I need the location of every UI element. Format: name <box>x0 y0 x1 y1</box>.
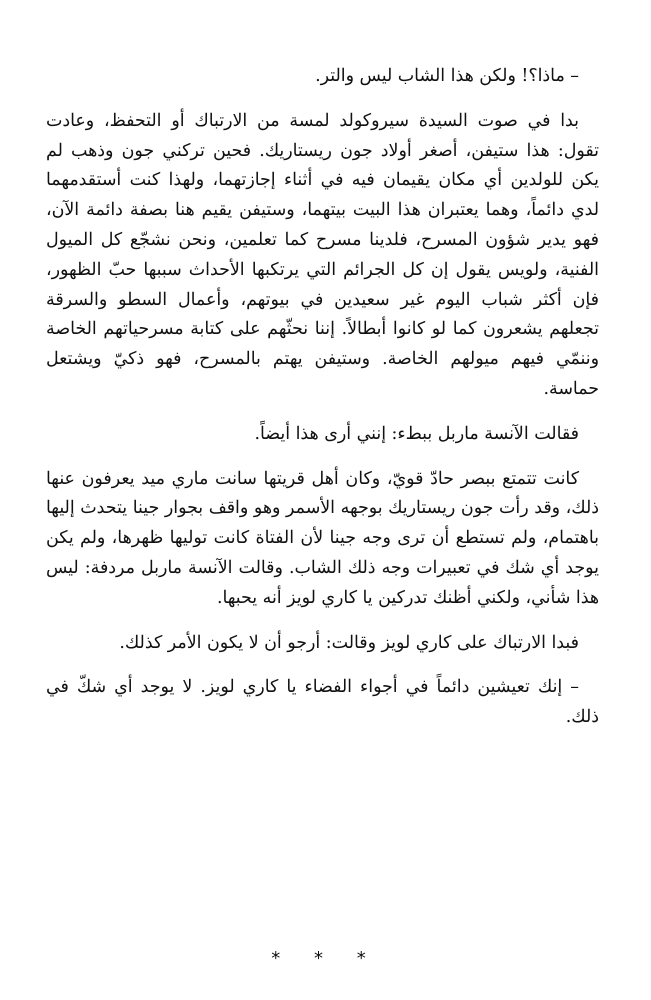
paragraph-dialogue-4: – إنك تعيشين دائماً في أجواء الفضاء يا كاري لويز. لا يوجد أي شكّ في ذلك. <box>46 677 599 728</box>
paragraph-narration-1: بدا في صوت السيدة سيروكولد لمسة من الارتباك أو التحفظ، وعادت تقول: هذا ستيفن، أصغر أولاد جون ريستاريك. فحين تركني جون وذهب لم يكن للولدين أي مكان يقيمان فيه في أثناء إجازتهما، ولهذا كنت أستقدمهما لدي دائماً، وهما يعتبران هذا البيت بيتهما، وستيفن يقيم هنا بصفة دائمة الآن، فهو يدير شؤون المسرح، فلدينا مسرح كما تعلمين، ونحن نشجّع كل الميول الفنية، ولويس يقول إن كل الجرائم التي يرتكبها الأحداث سببها حبّ الظهور، فإن أكثر شباب اليوم غير سعيدين في بيوتهم، وأعمال السطو والسرقة تجعلهم يشعرون كما لو كانوا أبطالاً. إننا نحثّهم على كتابة مسرحياتهم الخاصة وننمّي فيهم ميولهم الخاصة. وستيفن يهتم بالمسرح، فهو ذكيّ ويشتعل حماسة. <box>46 110 599 399</box>
book-page <box>46 62 599 733</box>
paragraph-dialogue-3: فبدا الارتباك على كاري لويز وقالت: أرجو أن لا يكون الأمر كذلك. <box>119 632 579 653</box>
paragraph-narration-2: كانت تتمتع ببصر حادّ قويّ، وكان أهل قريتها سانت ماري ميد يعرفون عنها ذلك، وقد رأت جون ريستاريك بوجهه الأسمر وهو واقف بجوار جينا يتحدث إليها باهتمام، ولم تستطع أن ترى وجه جينا لأن الفتاة كانت توليها ظهرها، ولم يكن يوجد أي شك في تعبيرات وجه ذلك الشاب. وقالت الآنسة ماربل مردفة: ليس هذا شأني، ولكني أظنك تدركين يا كاري لويز أنه يحبها. <box>46 468 599 608</box>
section-separator: * * * <box>271 948 380 969</box>
paragraph-dialogue-1: – ماذا؟! ولكن هذا الشاب ليس والتر. <box>315 66 579 86</box>
paragraph-dialogue-2: فقالت الآنسة ماربل ببطء: إنني أرى هذا أيضاً. <box>254 423 579 444</box>
